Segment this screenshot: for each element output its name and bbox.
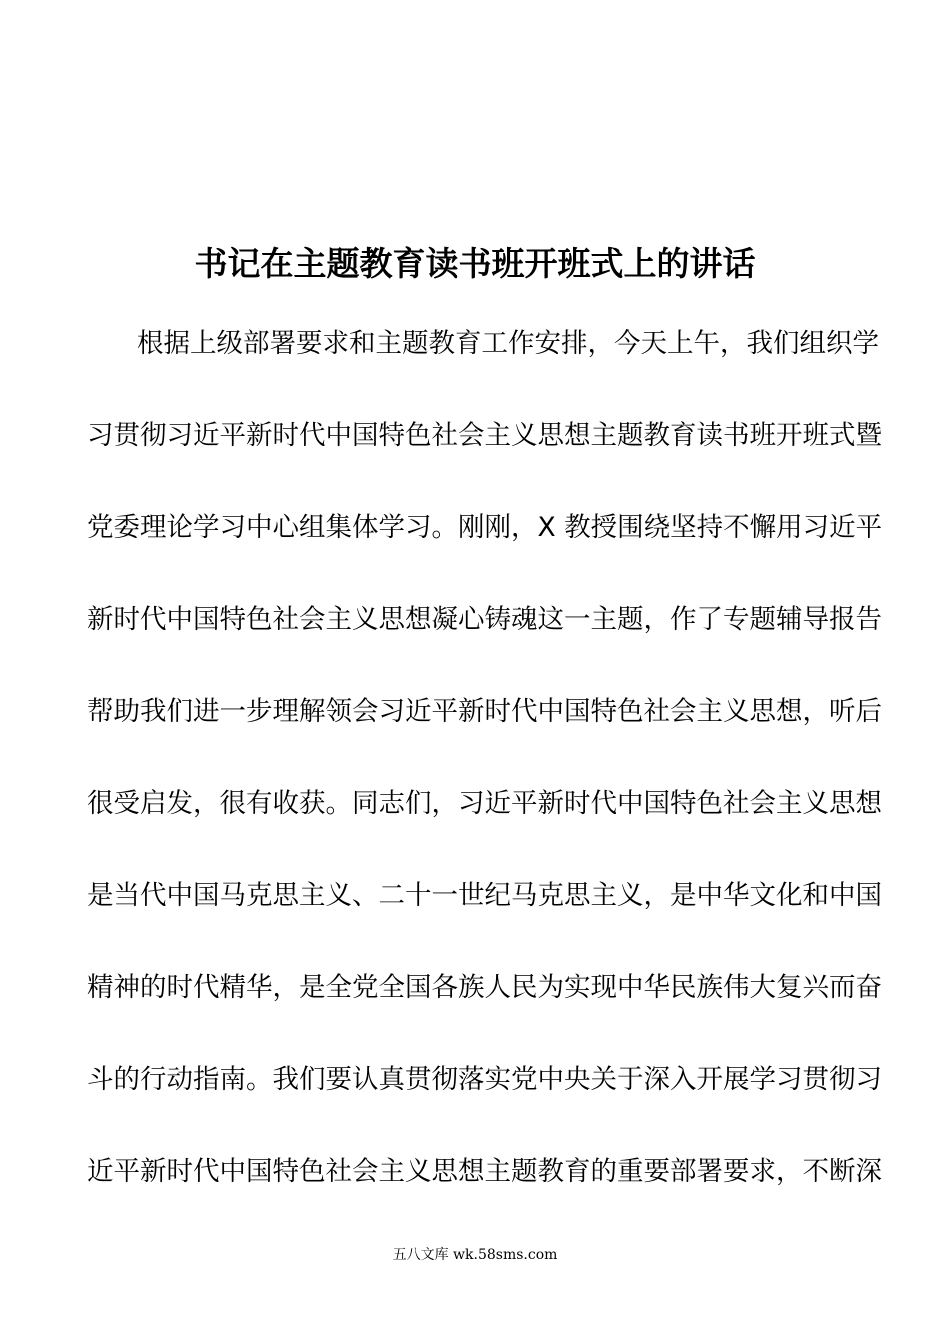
footer-watermark: 五八文库 wk.58sms.com <box>392 1247 558 1263</box>
speech-paragraph <box>87 314 883 1234</box>
paragraph-line-8: 精神的时代精华，是全党全国各族人民为实现中华民族伟大复兴而奋 <box>87 972 882 1003</box>
paragraph-line-4: 新时代中国特色社会主义思想凝心铸魂这一主题，作了专题辅导报告 <box>87 604 882 635</box>
paragraph-line-3: 党委理论学习中心组集体学习。刚刚，X 教授围绕坚持不懈用习近平 <box>87 512 883 543</box>
paragraph-line-7: 是当代中国马克思主义、二十一世纪马克思主义，是中华文化和中国 <box>87 880 882 911</box>
page-title: 书记在主题教育读书班开班式上的讲话 <box>194 244 756 284</box>
paragraph-line-9: 斗的行动指南。我们要认真贯彻落实党中央关于深入开展学习贯彻习 <box>87 1064 882 1095</box>
paragraph-line-5: 帮助我们进一步理解领会习近平新时代中国特色社会主义思想，听后 <box>87 696 882 727</box>
paragraph-line-6: 很受启发，很有收获。同志们，习近平新时代中国特色社会主义思想 <box>87 788 882 819</box>
paragraph-line-1: 根据上级部署要求和主题教育工作安排，今天上午，我们组织学 <box>137 328 879 359</box>
paragraph-line-2: 习贯彻习近平新时代中国特色社会主义思想主题教育读书班开班式暨 <box>87 420 882 451</box>
paragraph-line-10: 近平新时代中国特色社会主义思想主题教育的重要部署要求，不断深 <box>87 1156 882 1187</box>
